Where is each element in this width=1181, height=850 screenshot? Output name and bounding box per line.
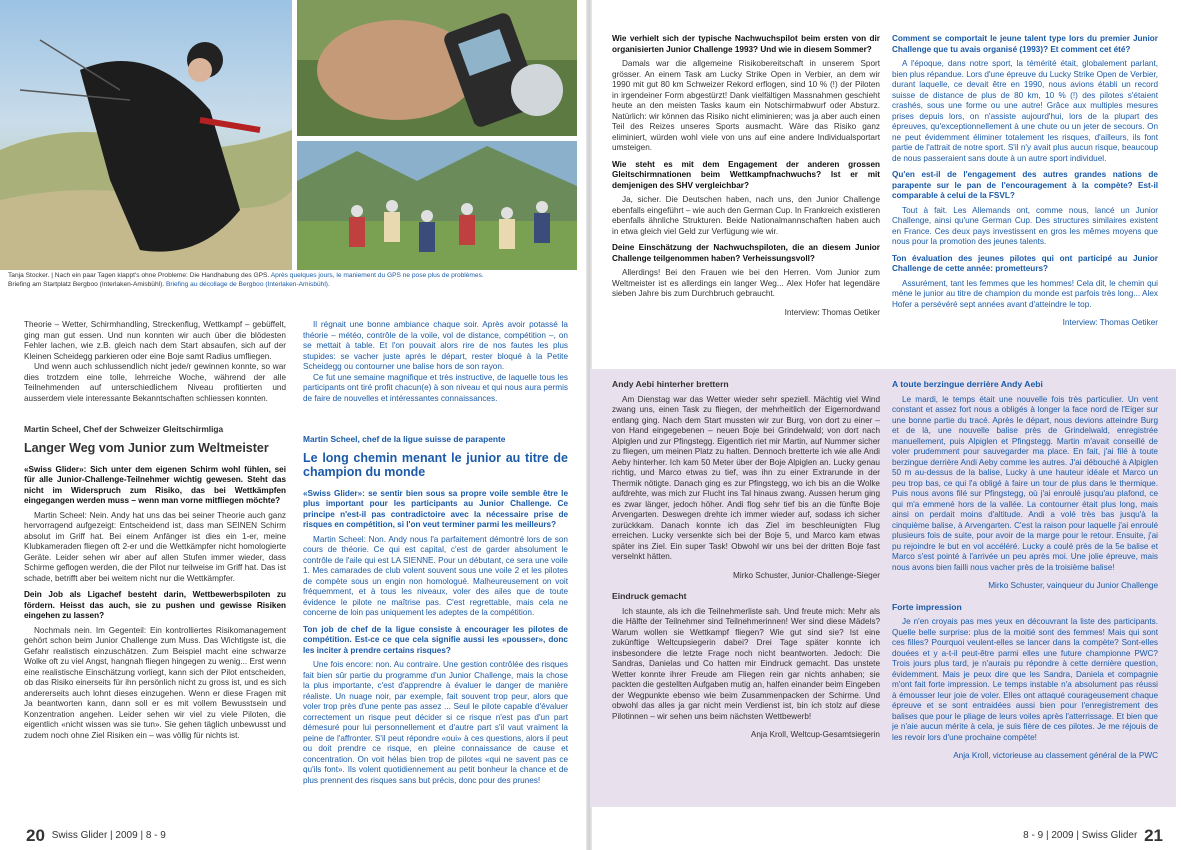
left-folio xyxy=(22,826,166,846)
fr-intro-paragraph: Il régnait une bonne ambiance chaque soir. Après avoir potassé la théorie – météo, contrôle de la voile, vol de distance, compétition –, on se mettait à table. Et l'on pouvait alors rire de nos fautes les plus stupides: se vacher juste après le départ, rester bloqué à la Petite Scheidegg ou contourner une balise hors de son rayon. xyxy=(303,320,568,371)
caption-de-1: Tanja Stocker. | Nach ein paar Tagen klappt's ohne Probleme: Die Handhabung des GPS. xyxy=(8,272,270,279)
box-french-column xyxy=(892,379,1158,799)
photo-gps-handling xyxy=(297,0,577,136)
de-question-4: Wie steht es mit dem Engagement der anderen grossen Gleitschirmnationen beim Wettkampfnachwuchs? Ist er mit demjenigen des SHV vergleichbar? xyxy=(612,159,880,190)
caption-fr-1: Après quelques jours, le maniement du GPS ne pose plus de problèmes. xyxy=(270,272,484,279)
box-fr-title-2: Forte impression xyxy=(892,601,962,612)
box-fr-signature-2: Anja Kroll, victorieuse au classement général de la PWC xyxy=(953,751,1158,760)
de-intro-paragraph: Und wenn auch schlussendlich nicht jede/r gewinnen konnte, so war dies trotzdem eine tolle, lehrreiche Woche, während der alle Teilnehmenden auf unterschiedlichem Niveau profitierten und ausserdem viele interessante Bekanntschaften schliessen konnten. xyxy=(24,362,286,403)
de-question-2: Dein Job als Ligachef besteht darin, Wettbewerbspiloten zu fördern. Heisst das auch, sie zu pushen und gewisse Risiken eingehen zu lassen? xyxy=(24,590,286,620)
fr-answer-2: Une fois encore: non. Au contraire. Une gestion contrôlée des risques fait bien sûr partie du programme d'un Junior Challenge, mais la chose la plus importante, c'est d'apprendre à évaluer le danger de manière réaliste. Un nuage noir, par exemple, fait souvent trop peur, alors que voler trop près d'une pente pas assez ... Seul le pilote capable d'évaluer correctement un risque peut décider si ce risque n'est pas d'un part démesuré pour lui personnellement et d'autre part s'il vaut vraiment la peine de l'affronter. S'il peut répondre «oui» à ces questions, alors il peut ou doit prendre ce risque, en pleine connaissance de cause et concentration. On voit hélas bien trop de pilotes «qui ne savent pas ce qu'ils font». Ils volent quotidiennement au petit bonheur la chance et de plus prennent des risques sans but précis, donc pour des prunes! xyxy=(303,660,568,785)
right-page xyxy=(590,0,1181,850)
folio-text-left: Swiss Glider | 2009 | 8 - 9 xyxy=(51,830,166,841)
de-answer-5: Allerdings! Bei den Frauen wie bei den Herren. Vom Junior zum Weltmeister ist es allerdings ein langer Weg... Alex Hofer hat legendäre sieben Jahre bis zum Durchbruch gebraucht. xyxy=(612,268,880,298)
de-interview-credit: Interview: Thomas Oetiker xyxy=(784,307,880,317)
page-number-right: 21 xyxy=(1144,826,1163,845)
left-page xyxy=(0,0,588,850)
de-headline: Langer Weg vom Junior zum Weltmeister xyxy=(24,440,269,455)
box-fr-text-1: Le mardi, le temps était une nouvelle fois très particulier. Un vent constant et assez fort nous a obligés à longer la face nord de l'Eiger sur une bonne partie du tracé. Après le départ, nous devions atteindre Burg et de là, une nouvelle balise près de Grindelwald, enregistrée manuellement, puis Alpiglen et Pfingstegg. Martin m'avait conseillé de voler prudemment pour sauvegarder ma place. En fait, j'ai filé à toute berzingue derrière Andi Aeby comme les autres. J'ai débouché à Alpiglen 50 m au-dessus de la balise, Lucky à une hauteur idéale et Marco un peu trop bas, ce qui l'a obligé à faire un tour de plus dans le thermique. Puis nous avons filé sur Pfingstegg, où j'ai enroulé jusqu'au plafond, ce qui m'a emmené hors de la vallée. La contourner était plus long, mais ainsi on perdait moins d'altitude. Andi a volé très bas jusqu'à la cinquième balise, à Arvengarten. C'est la raison pour laquelle j'ai enroulé plusieurs fois de suite, pour avoir de la marge pour le retour. Ensuite, j'ai pu rejoindre le but en vol accéléré. Lucky a coulé près de la 5e balise et Marco s'est pointé à l'arrivée un peu après moi. Une jolie épreuve, mais nous avons bien failli nous vacher près de la troisième balise! xyxy=(892,394,1158,572)
de-answer-2: Nochmals nein. Im Gegenteil: Ein kontrolliertes Risikomanagement gehört schon beim Junior Challenge zum Muss. Das Wichtigste ist, die Gefahr realistisch einzuschätzen. Zum Beispiel macht eine schwarze Wolke oft zu viel Angst, hangnah fliegen hingegen zu wenig... Erst wenn eine realistische Einschätzung vorliegt, kann sich der Pilot entscheiden, ob das Risiko einerseits für ihn persönlich nicht zu gross ist, und es sich andererseits auch lohnt dieses einzugehen. Wenn er diese Fragen mit Ja beantworten kann, dann soll er es mit vollem Bewusstsein und Konzentration angehen. Leider sehen wir viel zu viele Piloten, die eigentlich «nicht wissen was sie tun». Sie gehen täglich unbewusst und zudem noch ohne Ziel Risiken ein – was völlig für nichts ist. xyxy=(24,625,286,740)
left-french-column xyxy=(303,320,568,820)
left-german-column xyxy=(24,320,286,820)
fr-headline: Le long chemin menant le junior au titre de champion du monde xyxy=(303,450,568,479)
fr-question-4: Qu'en est-il de l'engagement des autres grandes nations de parapente sur le pan de l'encouragement à la compète? Est-il comparable à celui de la FSVL? xyxy=(892,170,1158,200)
right-german-column xyxy=(612,34,880,334)
caption-de-2: Briefing am Startplatz Bergboo (Interlaken-Amisbühl). xyxy=(8,280,165,288)
fr-question-5: Ton évaluation des jeunes pilotes qui ont participé au Junior Challenge de cette année: prometteurs? xyxy=(892,253,1158,273)
de-question-3: Wie verhielt sich der typische Nachwuchspilot beim ersten von dir organisierten Junior Challenge 1993? Und wie in diesem Sommer? xyxy=(612,34,880,54)
box-de-title-1: Andy Aebi hinterher brettern xyxy=(612,379,729,389)
folio-text-right: 8 - 9 | 2009 | Swiss Glider xyxy=(1023,830,1138,841)
fr-question-2: Ton job de chef de la ligue consiste à encourager les pilotes de compétition. Est-ce ce que cela signifie aussi les «pousser», donc les inciter à prendre certains risques? xyxy=(303,624,568,655)
right-folio xyxy=(1023,826,1167,846)
photo-captions xyxy=(8,272,568,289)
box-de-title-2: Eindruck gemacht xyxy=(612,591,687,601)
fr-question-1: «Swiss Glider»: se sentir bien sous sa propre voile semble être le plus important pour les participants au Junior Challenge. Ce principe n'est-il pas contradictoire avec la nécessaire prise de risques en compétition, si l'on veut terminer parmi les meilleurs? xyxy=(303,488,568,529)
right-french-column xyxy=(892,34,1158,334)
de-intro-paragraph: Theorie – Wetter, Schirmhandling, Streckenflug, Wettkampf – gebüffelt, ging man gut essen. Und nun konnten wir auch über die blödesten Fehler lachen, wie z.B. gleich nach dem Start absaufen, sich auf der Kleinen Scheidegg parkieren oder eine Boje samt Radius umfliegen. xyxy=(24,320,286,361)
caption-fr-2: Briefing au décollage de Bergboo (Interlaken-Amisbühl). xyxy=(165,280,330,288)
fr-intro-paragraph: Ce fut une semaine magnifique et très instructive, de laquelle tous les participants ont tiré profit chacun(e) à son niveau et qui nous aura permis de faire de nouvelles et intéressantes connaissances. xyxy=(303,372,568,403)
box-de-text-2: Ich staunte, als ich die Teilnehmerliste sah. Und freute mich: Mehr als die Hälfte der Teilnehmer sind Teilnehmerinnen! Wer sind diese Mädels? Warum wollen sie Wettkampf fliegen? Wie gut sind sie? Ist eine zukünftige Weltcupsiegerin dabei? Drei Tage später konnte ich insbesondere die letzte Frage noch nicht beantworten. Jedoch: Die Sandras, Danielas und Co hatten mir Eindruck gemacht. Das unstete Wetter konnte ihrer Freude am Fliegen rein gar nichts anhaben; sie packten die gestellten Aufgaben mutig an, halfen einander beim Eingeben der Wegpunkte ebenso wie beim Zusammenpacken der Schirme. Und obwohl das alles ja gar nicht mein Verdienst ist, bin ich stolz auf diese Pilotinnen – wir sehen uns beim nächsten Wettbewerb! xyxy=(612,606,880,721)
photo-paraglider-pilot xyxy=(0,0,292,270)
fr-answer-4: Tout à fait. Les Allemands ont, comme nous, lancé un Junior Challenge, ainsi qu'une German Cup. Des structures similaires existent en France. Ces deux pays investissent en gros les mêmes moyens que nous pour la promotion des jeunes talents. xyxy=(892,205,1158,246)
de-answer-4: Ja, sicher. Die Deutschen haben, nach uns, den Junior Challenge ebenfalls eingeführt – wie auch den German Cup. In Frankreich existieren ebenfalls ähnliche Strukturen. Beide Nationalmannschaften haben auch in etwa gleich viel Geld zur Verfügung wie wir. xyxy=(612,195,880,236)
fr-kicker: Martin Scheel, chef de la ligue suisse de parapente xyxy=(303,434,506,444)
fr-answer-5: Assurément, tant les femmes que les hommes! Cela dit, le chemin qui mène le junior au titre de champion du monde est parfois très long... Alex Hofer a persévéré sept années avant d'atteindre le top. xyxy=(892,278,1158,309)
box-fr-text-2: Je n'en croyais pas mes yeux en découvrant la liste des participants. Quelle belle surprise: plus de la moitié sont des femmes! Mais qui sont ces filles? Pourquoi veulent-elles se lancer dans la compète? Sont-elles douées et y a-t-il peut-être parmi elles une future championne PWC? Trois jours plus tard, je n'aurais pu répondre à cette dernière question, évidemment. Mais je peux dire que les Sandra, Daniela et compagnie m'ont fait forte impression. Le temps instable n'a absolument pas réussi à émousser leur joie de voler. Elles ont attaqué courageusement chaque épreuve et se sont entraidées aussi bien pour l'enregistrement des balises que pour le pliage de leurs voiles après l'atterrissage. Et bien que je n'aie aucun mérite à cela, je suis fière de ces pilotes. Je me réjouis de les revoir lors d'une prochaine compète! xyxy=(892,617,1158,742)
de-kicker: Martin Scheel, Chef der Schweizer Gleitschirmliga xyxy=(24,424,224,434)
page-number-left: 20 xyxy=(26,826,45,845)
testimonial-box xyxy=(590,369,1176,807)
box-german-column xyxy=(612,379,880,799)
de-question-5: Deine Einschätzung der Nachwuchspiloten, die an diesem Junior Challenge teilgenommen haben? Verheissungsvoll? xyxy=(612,243,880,263)
fr-answer-1: Martin Scheel: Non. Andy nous l'a parfaitement démontré lors de son cours de théorie. Ce qui est capital, c'est de garder absolument le contrôle de l'aile qui est LA SIENNE. Pour un débutant, ce sera une voile 1. Mes camarades de club volent souvent sous une voile 2 et les pilotes de compète sous un engin non homologué. Malheureusement on voit fréquemment, et à tous les niveaux, voler des ailes que de toute évidence le pilote ne maîtrise pas. C'est regrettable, mais cela ne concerne de loin pas uniquement les adeptes de la compétition. xyxy=(303,534,568,617)
photo-briefing-group xyxy=(297,141,577,270)
fr-question-3: Comment se comportait le jeune talent type lors du premier Junior Challenge que tu avais organisé (1993)? Et comment cet été? xyxy=(892,34,1158,54)
fr-answer-3: A l'époque, dans notre sport, la témérité était, globalement parlant, bien plus répandue. Lors d'une épreuve du Lucky Strike Open de Verbier, durant laquelle, ce devait être en 1990, nous avions établi un record suisse de distance de plus de 80 km, 10 % (!) des pilotes s'étaient crashés, sous une forme ou une autre! Grâce aux multiples mesures prises depuis lors, on n'assiste aujourd'hui, lors de la plupart des épreuves, qu'exceptionnellement à une chute ou un jeter de secours. On ne peut évidemment éliminer totalement les risques, d'ailleurs, ils font partie de l'attrait de notre sport. S'il n'y avait plus aucun risque, beaucoup de nous passeraient sans doute à un autre sport individuel. xyxy=(892,59,1158,163)
de-question-1: «Swiss Glider»: Sich unter dem eigenen Schirm wohl fühlen, sei für alle Junior-Challenge-Teilnehmer wichtig gewesen. Steht das nicht im Widerspruch zum Risiko, das bei Wettkämpfen eingegangen werden muss – wenn man vorne mitfliegen möchte? xyxy=(24,464,286,505)
box-fr-title-1: A toute berzingue derrière Andy Aebi xyxy=(892,379,1043,389)
box-fr-signature-1: Mirko Schuster, vainqueur du Junior Challenge xyxy=(988,581,1158,590)
de-answer-3: Damals war die allgemeine Risikobereitschaft in unserem Sport grösser. An einem Task am Lucky Strike Open in Verbier, an dem wir 1990 mit gut 80 km Schweizer Rekord erflogen, sind 10 % (!) der Piloten in irgendeiner Form abgestürzt! Dank vielfältigen Massnahmen geschieht heute an den meisten Tasks kaum ein Notschirmabwurf oder Absturz. Natürlich: wir können das Risiko nicht eliminieren; was ja aber auch einen Teil des Reizes unseres Sports ausmacht. Wäre das Risiko ganz eliminiert, würden wohl viele von uns auf eine andere Individualsportart umsteigen. xyxy=(612,59,880,152)
box-de-signature-2: Anja Kroll, Weltcup-Gesamtsiegerin xyxy=(750,730,880,739)
de-answer-1: Martin Scheel: Nein. Andy hat uns das bei seiner Theorie auch ganz hervorragend aufgezeigt: Entscheidend ist, dass man SEINEN Schirm absolut im Griff hat. Bei einem Anfänger ist dies ein 1-er, meine Klubkameraden fliegen oft 2-er und die Wettkämpfer nicht homologierte Geräte. Leider sehen wir aber auf allen Stufen immer wieder, dass Schirme geflogen werden, die der Pilot nur teilweise im Griff hat. Das ist schade, betrifft aber bei weitem nicht nur die Wettkämpfer. xyxy=(24,510,286,583)
box-de-signature-1: Mirko Schuster, Junior-Challenge-Sieger xyxy=(733,570,880,580)
box-de-text-1: Am Dienstag war das Wetter wieder sehr speziell. Mächtig viel Wind zwang uns, einen Task zu fliegen, der mehrheitlich der Eigernordwand entlang ging. Nach dem Start mussten wir zur Burg, von dort zu einer – von Hand eingegebenen – neuen Boje bei Grindelwald; von dort nach Alpiglen und zur Pfingstegg. Eigentlich riet mir Martin, auf Nummer sicher zu fliegen, um meinen Platz zu halten. Dennoch bretterte ich wie alle Andi Aeby hinterher. Ich kam 50 Meter über der Boje Alpiglen an. Lucky genau richtig, und Marco etwas zu tief, was ihn zu einer Extrarunde in der Thermik nötigte. Danach ging es zur Pfingstegg, wo ich bis an die Wolke aufdrehte, was mich zur Flucht ins Tal hinaus zwang. Aussen herum ging es zwar länger, jedoch höher. Andi flog sehr tief bis an die fünfte Boje Arvengarten. Deswegen drehte ich immer wieder auf, sodass ich sicher zurückkam. Danach konnte ich das Ziel im beschleunigten Flug erreichen. Lucky versenkte sich bei der Boje 5, und Marco kam etwas später ins Ziel. Ein super Task! Obwohl wir uns bei der dritten Boje fast verselnkt hätten. xyxy=(612,394,880,561)
fr-interview-credit: Interview: Thomas Oetiker xyxy=(1062,318,1158,327)
